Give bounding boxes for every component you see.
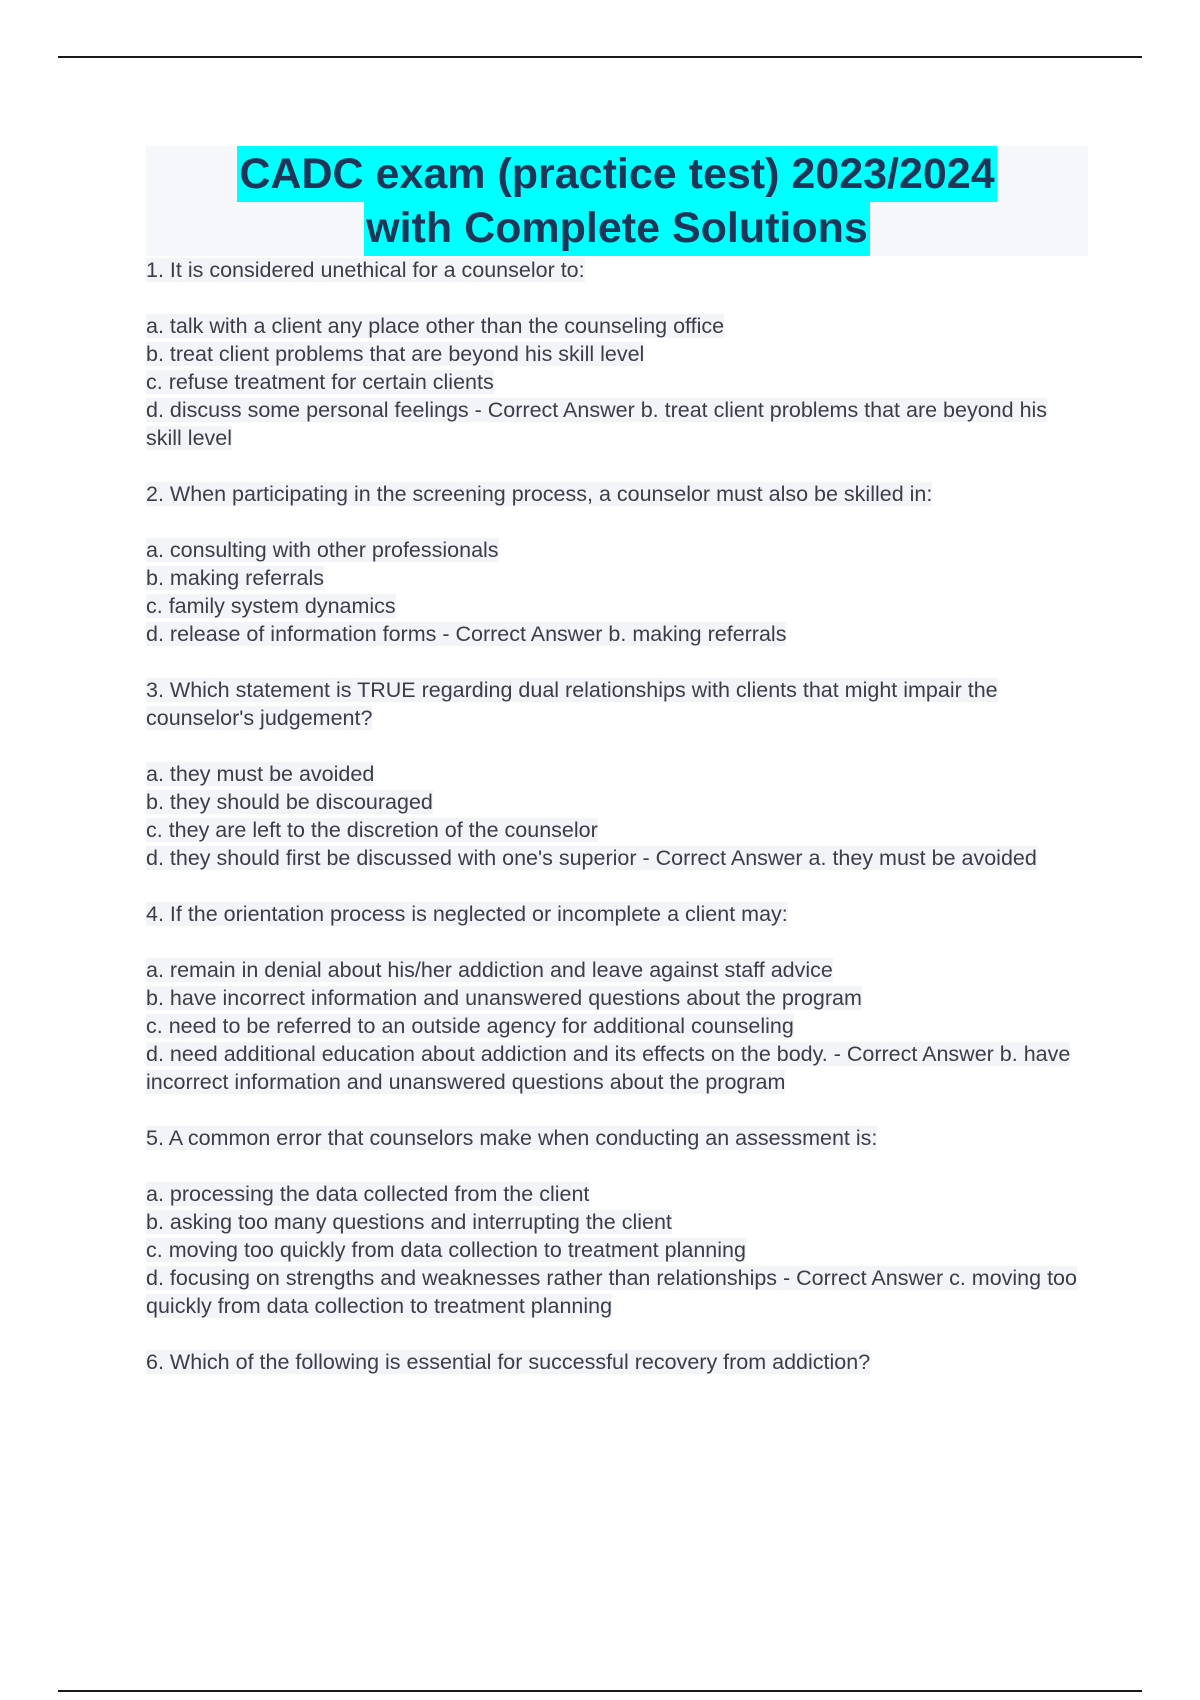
answer-option-d: d. need additional education about addiction and its effects on the body. - Correct Answer b. have incorrect information and unanswered questions about the program [146, 1042, 1071, 1094]
page-title-line-2: with Complete Solutions [364, 200, 870, 256]
question-1 [146, 256, 1086, 452]
answer-option-c: c. moving too quickly from data collection to treatment planning [146, 1238, 746, 1262]
answer-option-b: b. treat client problems that are beyond his skill level [146, 342, 645, 366]
title-block [146, 146, 1088, 256]
answer-option-c: c. they are left to the discretion of the counselor [146, 818, 598, 842]
question-stem: 1. It is considered unethical for a counselor to: [146, 258, 585, 282]
answer-option-c: c. family system dynamics [146, 594, 396, 618]
answer-option-a: a. consulting with other professionals [146, 538, 499, 562]
answer-option-d: d. focusing on strengths and weaknesses rather than relationships - Correct Answer c. moving too quickly from data collection to treatment planning [146, 1266, 1077, 1318]
answer-option-c: c. need to be referred to an outside agency for additional counseling [146, 1014, 794, 1038]
question-stem: 2. When participating in the screening process, a counselor must also be skilled in: [146, 482, 933, 506]
question-6 [146, 1348, 1086, 1376]
question-2 [146, 480, 1086, 648]
answer-option-c: c. refuse treatment for certain clients [146, 370, 494, 394]
answer-option-b: b. making referrals [146, 566, 325, 590]
question-stem: 3. Which statement is TRUE regarding dual relationships with clients that might impair the counselor's judgement? [146, 678, 998, 730]
answer-option-a: a. they must be avoided [146, 762, 375, 786]
question-3 [146, 676, 1086, 872]
answer-option-a: a. talk with a client any place other than the counseling office [146, 314, 725, 338]
answer-option-d: d. they should first be discussed with one's superior - Correct Answer a. they must be avoided [146, 846, 1037, 870]
answer-option-d: d. discuss some personal feelings - Correct Answer b. treat client problems that are beyond his skill level [146, 398, 1048, 450]
answer-option-a: a. processing the data collected from the client [146, 1182, 590, 1206]
bottom-rule [58, 1690, 1142, 1692]
answer-option-d: d. release of information forms - Correct Answer b. making referrals [146, 622, 787, 646]
page-title-line-1: CADC exam (practice test) 2023/2024 [237, 146, 996, 202]
answer-option-a: a. remain in denial about his/her addiction and leave against staff advice [146, 958, 833, 982]
question-stem: 4. If the orientation process is neglected or incomplete a client may: [146, 902, 788, 926]
question-list [146, 256, 1086, 1404]
answer-option-b: b. they should be discouraged [146, 790, 433, 814]
top-rule [58, 56, 1142, 58]
answer-option-b: b. have incorrect information and unanswered questions about the program [146, 986, 862, 1010]
question-stem: 6. Which of the following is essential for successful recovery from addiction? [146, 1350, 871, 1374]
question-5 [146, 1124, 1086, 1320]
answer-option-b: b. asking too many questions and interrupting the client [146, 1210, 672, 1234]
question-stem: 5. A common error that counselors make when conducting an assessment is: [146, 1126, 878, 1150]
question-4 [146, 900, 1086, 1096]
